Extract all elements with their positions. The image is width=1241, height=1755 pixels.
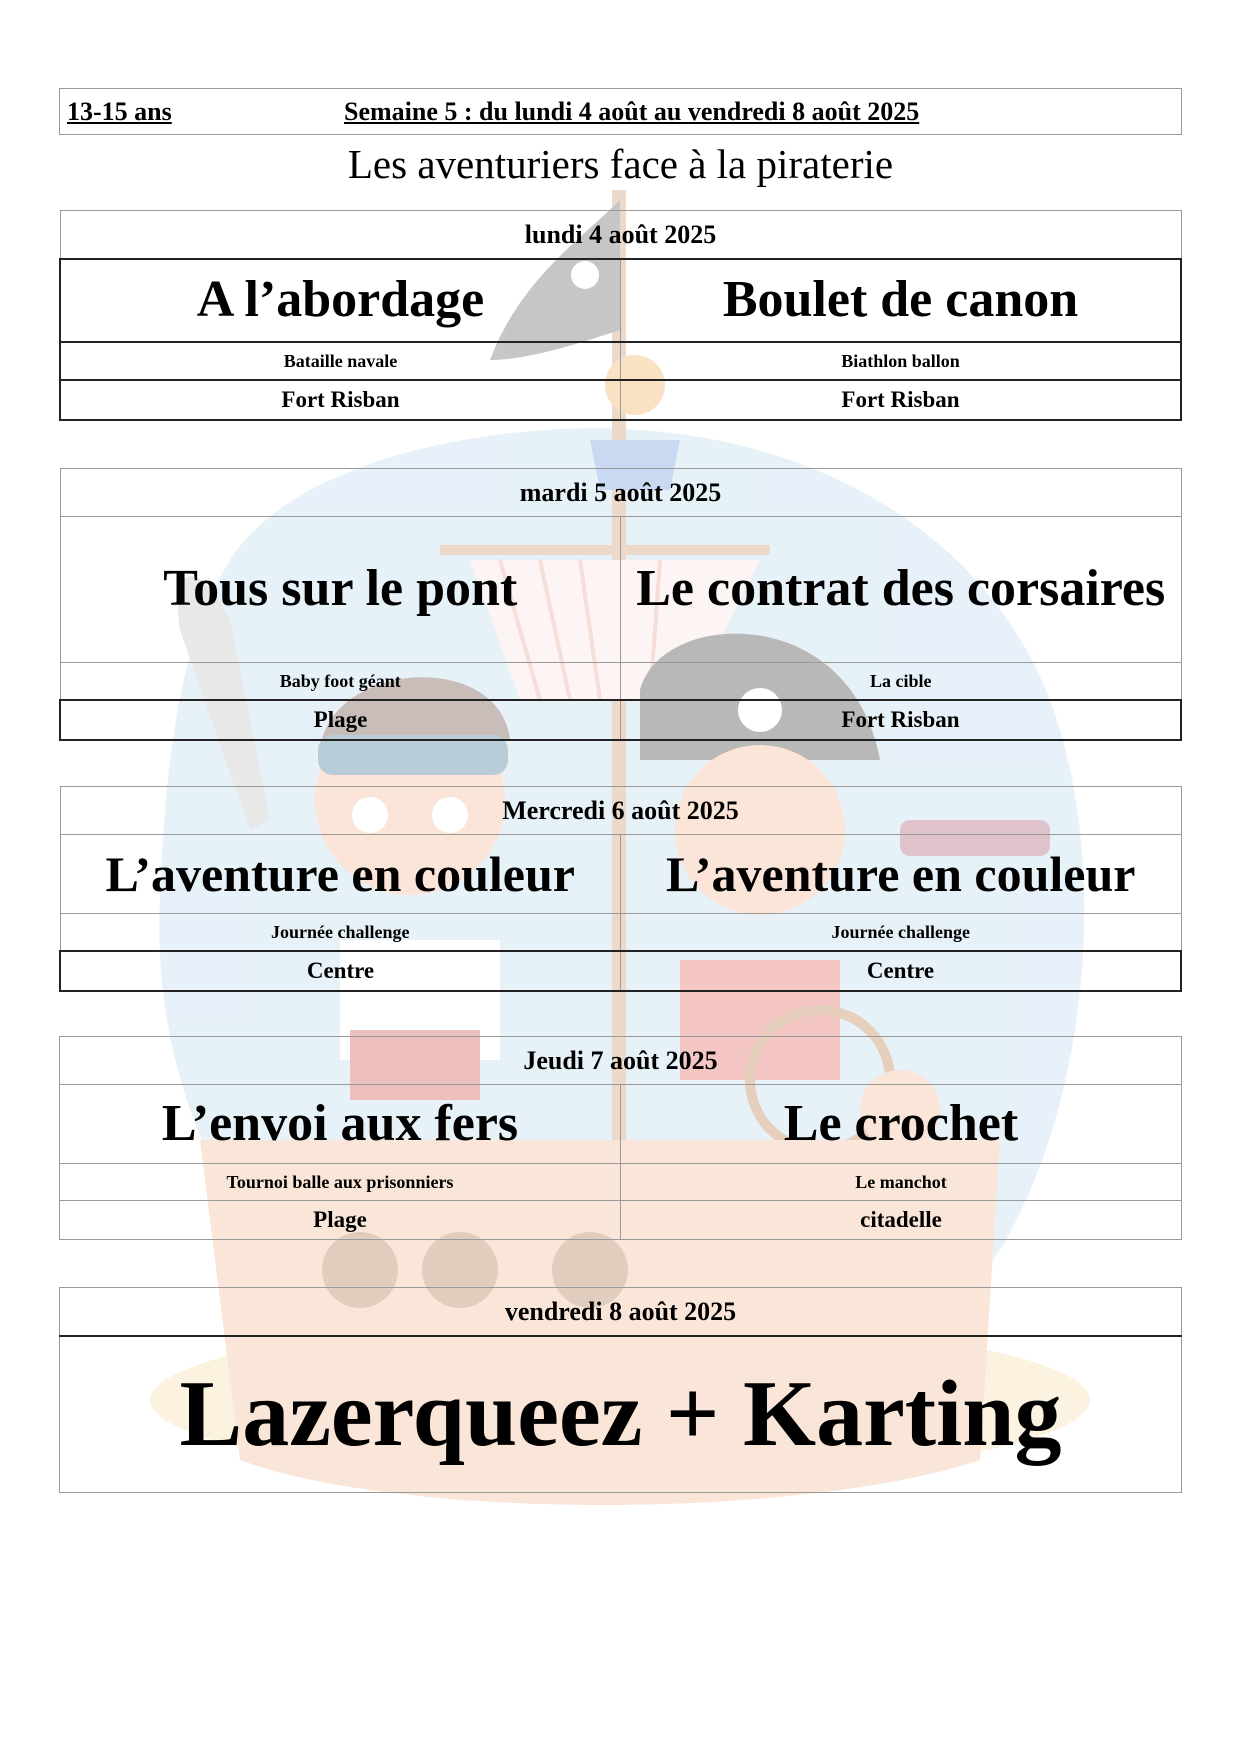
age-group-label: 13-15 ans [67,97,172,126]
activity-name-right: Le manchot [621,1164,1182,1201]
activity-title-left: Tous sur le pont [60,517,621,663]
day-date: mardi 5 août 2025 [60,469,1181,517]
day-date: Mercredi 6 août 2025 [60,787,1181,835]
day-date: Jeudi 7 août 2025 [60,1037,1182,1085]
activity-place-right: Centre [621,951,1182,991]
activity-title-left: A l’abordage [60,259,621,342]
activity-place-right: citadelle [621,1201,1182,1240]
activity-name-left: Bataille navale [60,342,621,380]
activity-place-left: Plage [60,1201,621,1240]
day-date: vendredi 8 août 2025 [60,1288,1182,1337]
activity-place-left: Plage [60,700,621,740]
activity-name-right: Biathlon ballon [621,342,1182,380]
activity-place-left: Centre [60,951,621,991]
activity-name-right: La cible [621,663,1182,701]
activity-title-right: Le crochet [621,1085,1182,1164]
activity-title-left: L’envoi aux fers [60,1085,621,1164]
day-table-wednesday [59,786,1182,992]
activity-name-left: Journée challenge [60,914,621,952]
activity-place-left: Fort Risban [60,380,621,420]
activity-title-right: L’aventure en couleur [621,835,1182,914]
activity-place-right: Fort Risban [621,700,1182,740]
week-theme-title: Les aventuriers face à la piraterie [347,141,894,187]
activity-name-left: Baby foot géant [60,663,621,701]
activity-title-left: L’aventure en couleur [60,835,621,914]
activity-title-right: Boulet de canon [621,259,1182,342]
activity-name-right: Journée challenge [621,914,1182,952]
activity-title-right: Le contrat des corsaires [621,517,1182,663]
activity-place-right: Fort Risban [621,380,1182,420]
activity-title-full-day: Lazerqueez + Karting [60,1336,1182,1492]
day-date: lundi 4 août 2025 [60,211,1181,260]
day-table-tuesday [59,468,1182,741]
day-table-thursday [59,1036,1182,1240]
activity-name-left: Tournoi balle aux prisonniers [60,1164,621,1201]
week-header [59,88,1182,135]
day-table-friday [59,1287,1182,1493]
day-table-monday [59,210,1182,421]
week-dates-label: Semaine 5 : du lundi 4 août au vendredi 8 août 2025 [344,97,920,126]
